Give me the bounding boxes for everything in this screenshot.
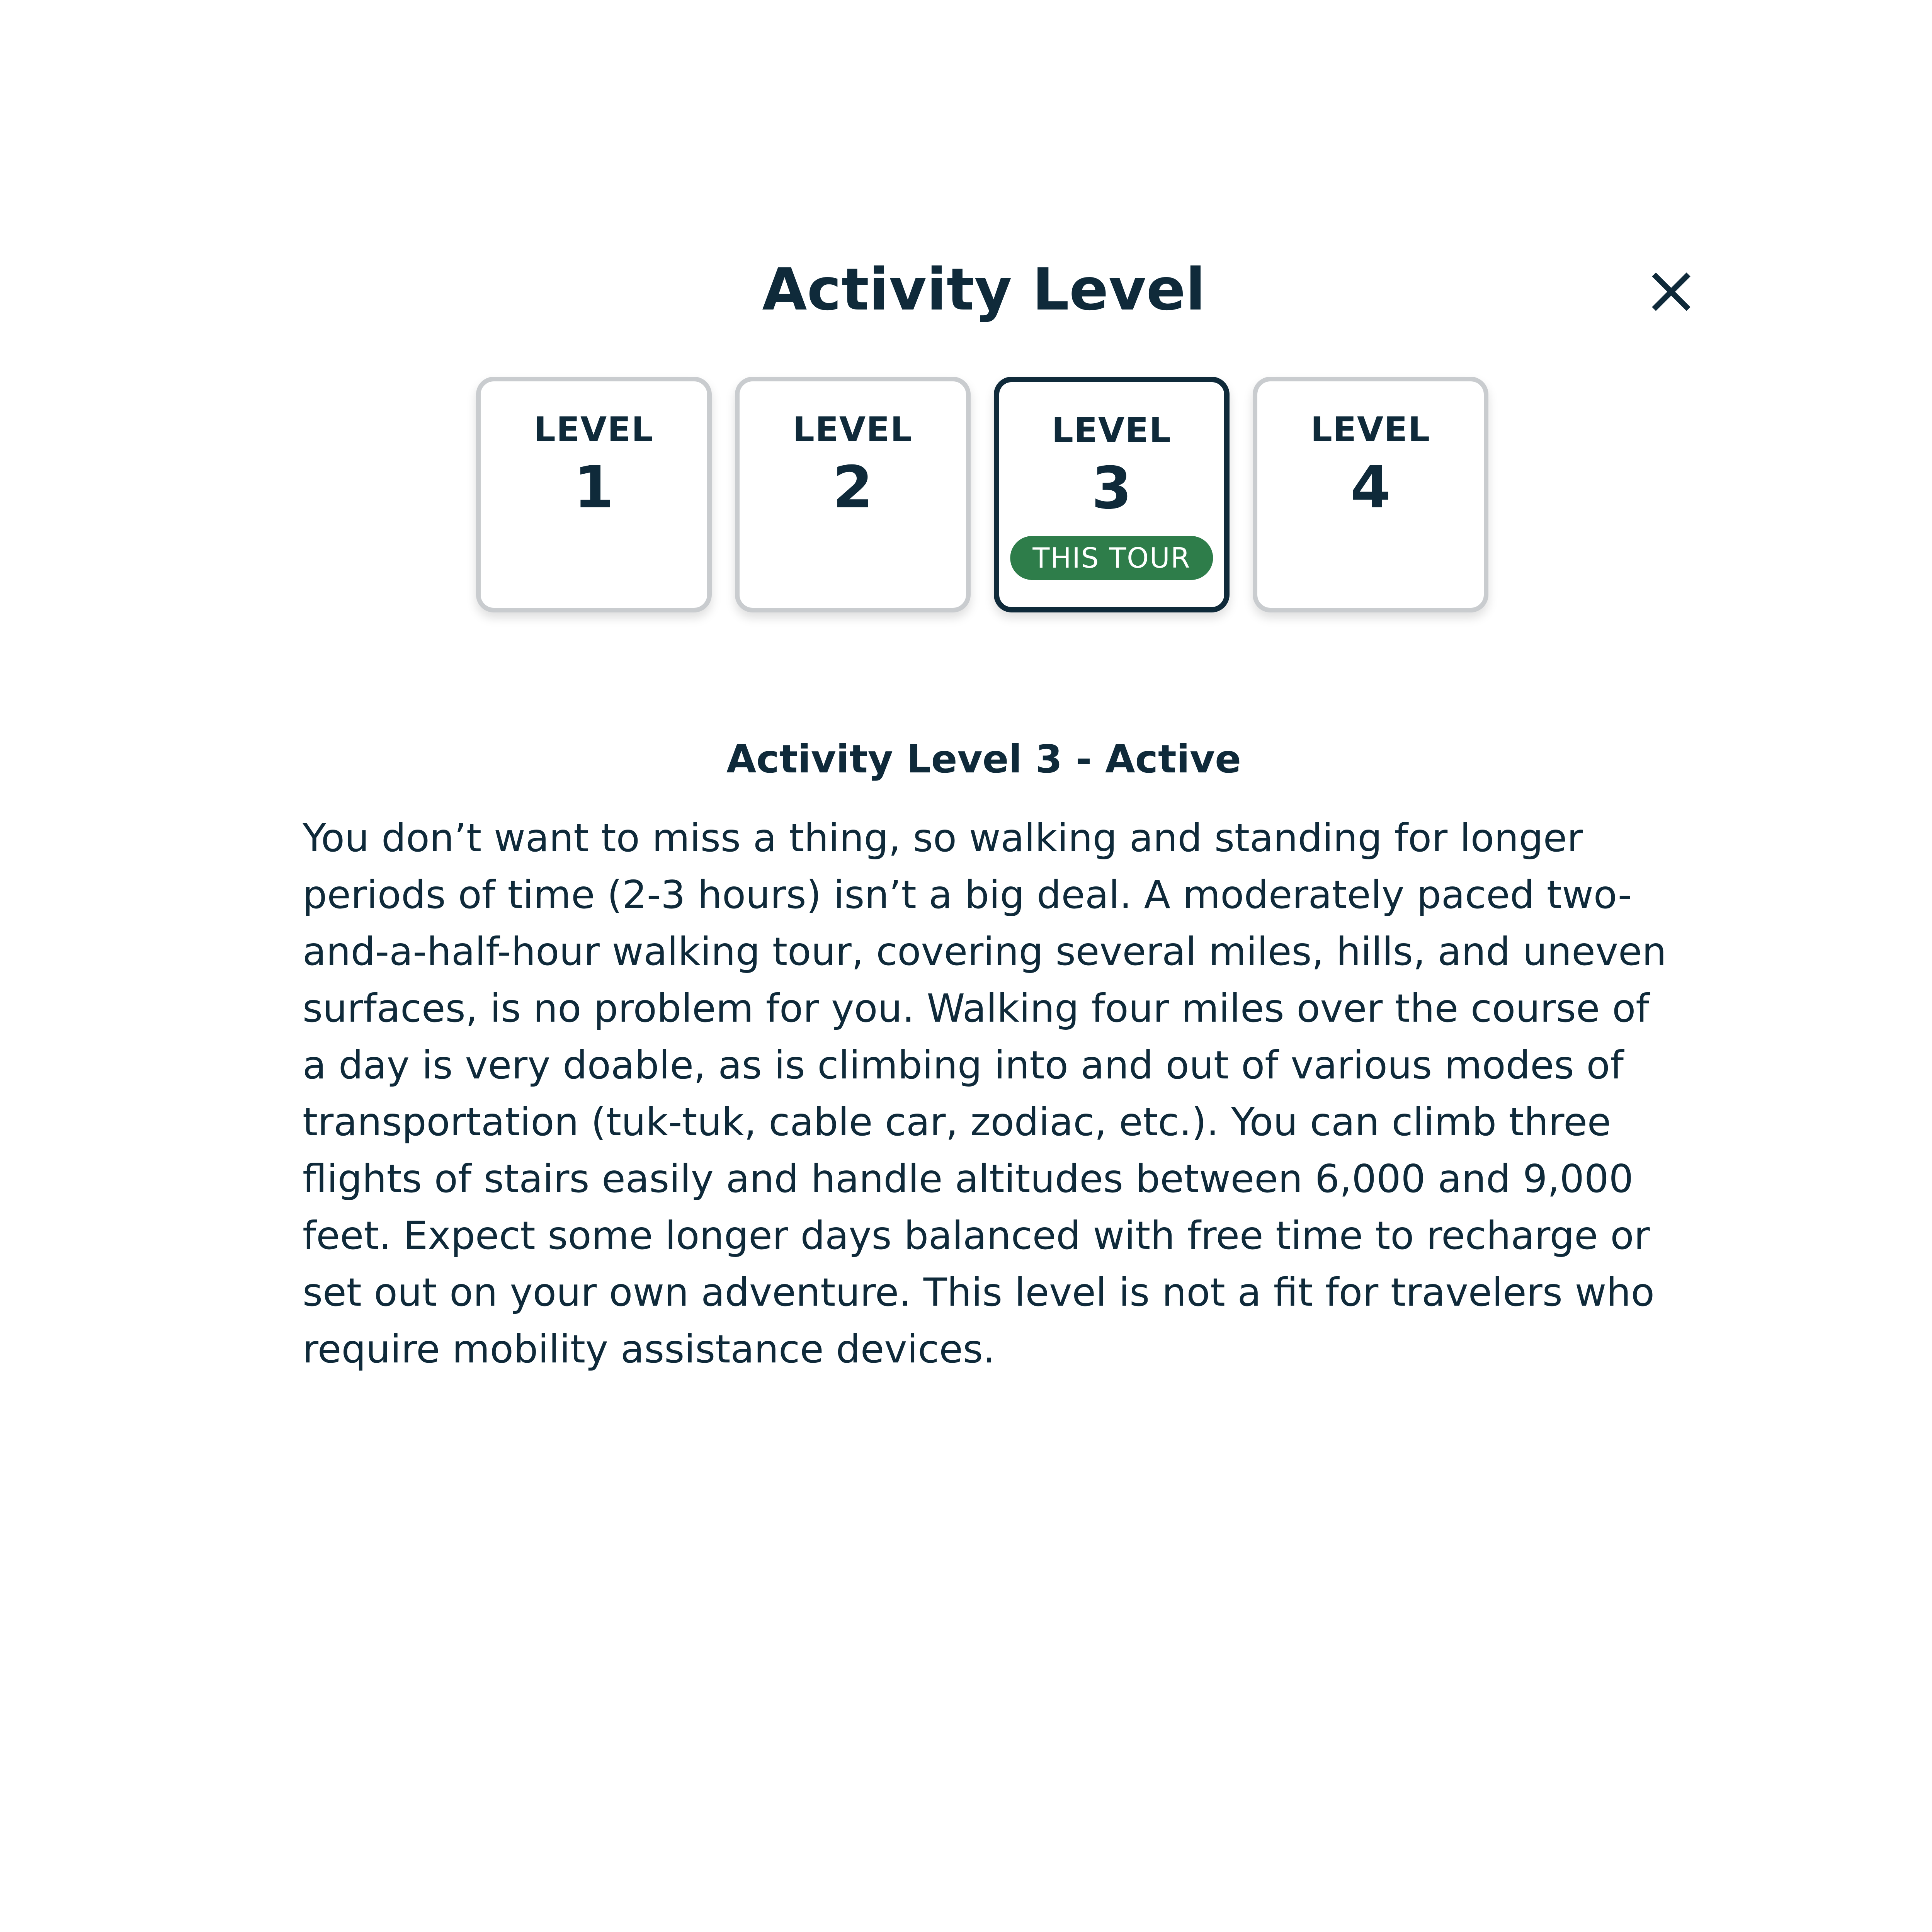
level-card-4[interactable] bbox=[1253, 377, 1488, 612]
level-card-1[interactable] bbox=[476, 377, 712, 612]
level-label: LEVEL bbox=[1051, 410, 1172, 450]
modal-title: Activity Level bbox=[762, 256, 1206, 323]
level-card-2[interactable] bbox=[735, 377, 971, 612]
level-detail-heading: Activity Level 3 - Active bbox=[726, 736, 1242, 782]
level-number: 2 bbox=[832, 454, 873, 521]
level-number: 3 bbox=[1091, 455, 1132, 522]
level-number: 4 bbox=[1350, 454, 1391, 521]
close-button[interactable] bbox=[1646, 267, 1696, 317]
level-description: You don’t want to miss a thing, so walking and standing for longer periods of time (2-3 hours) isn’t a big deal. A moderately paced two-and-a-half-hour walking tour, covering several miles, hills, and uneven surfaces, is no problem for you. Walking four miles over the course of a day is very doable, as is climbing into and out of various modes of transportation (tuk-tuk, cable car, zodiac, etc.). You can climb three flights of stairs easily and handle altitudes between 6,000 and 9,000 feet. Expect some longer days balanced with free time to recharge or set out on your own adventure. This level is not a fit for travelers who require mobility assistance devices. bbox=[303, 815, 1667, 1372]
level-label: LEVEL bbox=[1310, 410, 1431, 449]
level-label: LEVEL bbox=[534, 410, 654, 449]
this-tour-badge: THIS TOUR bbox=[1010, 536, 1213, 580]
level-card-3[interactable] bbox=[994, 377, 1230, 612]
close-icon bbox=[1650, 270, 1692, 313]
level-selector bbox=[476, 377, 1488, 612]
level-number: 1 bbox=[573, 454, 614, 521]
level-label: LEVEL bbox=[793, 410, 913, 449]
